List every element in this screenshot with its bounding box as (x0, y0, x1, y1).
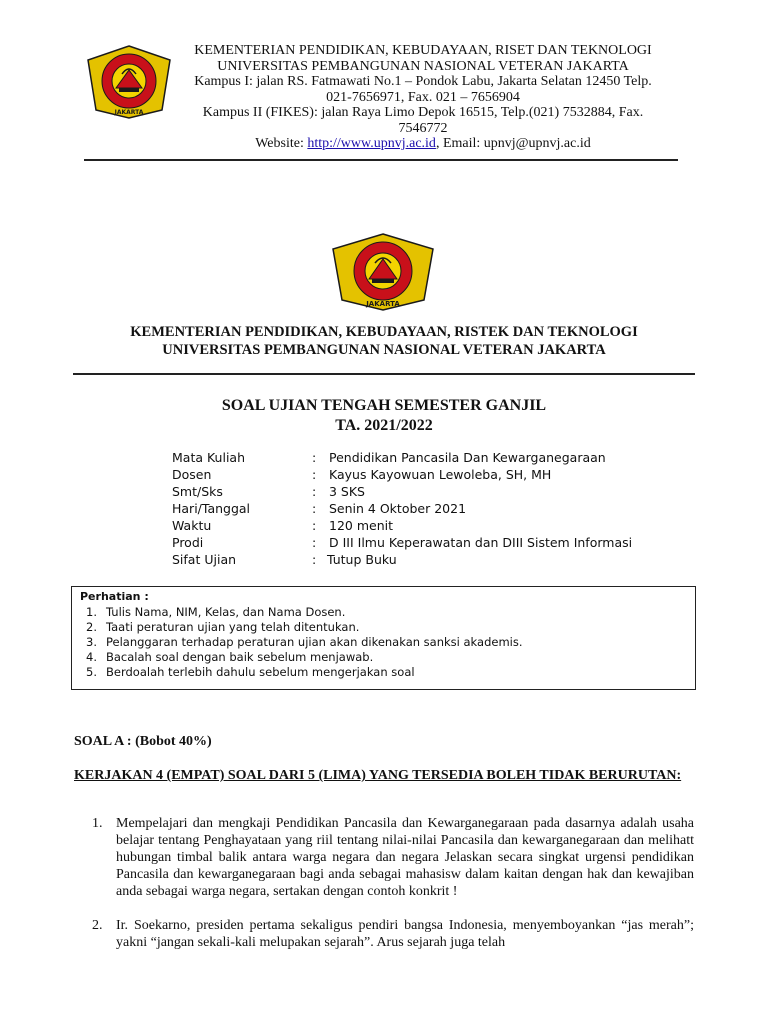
letterhead-campus1-phone: 021-7656971, Fax. 021 – 7656904 (326, 89, 520, 105)
website-link[interactable]: http://www.upnvj.ac.id (307, 136, 436, 151)
detail-value: D III Ilmu Keperawatan dan DIII Sistem Informasi (329, 535, 633, 550)
detail-row (172, 450, 768, 467)
section-a-instruction: KERJAKAN 4 (EMPAT) SOAL DARI 5 (LIMA) YANG TERSEDIA BOLEH TIDAK BERURUTAN: (74, 768, 682, 783)
notice-item-text: Bacalah soal dengan baik sebelum menjawab. (106, 650, 374, 664)
exam-year: TA. 2021/2022 (335, 417, 433, 434)
notice-item-number: 2. (86, 620, 97, 634)
svg-text:JAKARTA: JAKARTA (366, 300, 400, 308)
exam-details (172, 450, 692, 572)
website-label: Website: (255, 136, 308, 151)
notice-item (72, 635, 692, 650)
question-2 (92, 917, 694, 951)
svg-text:JAKARTA: JAKARTA (114, 109, 144, 116)
letterhead-campus2: Kampus II (FIKES): jalan Raya Limo Depok 16515, Telp.(021) 7532884, Fax. (202, 105, 644, 120)
notice-item-text: Berdoalah terlebih dahulu sebelum mengerjakan soal (106, 665, 415, 679)
detail-separator: : (312, 535, 317, 550)
notice-item-number: 5. (86, 665, 97, 679)
institution-header (60, 323, 708, 359)
notice-item (72, 620, 692, 635)
detail-label: Smt/Sks (172, 484, 223, 499)
notice-item-text: Pelanggaran terhadap peraturan ujian akan dikenakan sanksi akademis. (106, 635, 523, 649)
letterhead-campus2-fax: 7546772 (398, 120, 448, 136)
detail-value: Tutup Buku (327, 552, 397, 567)
detail-label: Dosen (172, 467, 212, 482)
detail-value: 120 menit (329, 518, 393, 533)
detail-label: Prodi (172, 535, 204, 550)
detail-separator: : (312, 484, 317, 499)
email-text: , Email: upnvj@upnvj.ac.id (435, 136, 591, 151)
letterhead-ministry: KEMENTERIAN PENDIDIKAN, KEBUDAYAAN, RISET DAN TEKNOLOGI (194, 43, 652, 58)
notice-item-number: 1. (86, 605, 97, 619)
detail-row (172, 467, 768, 484)
notice-box (71, 586, 696, 690)
letterhead (180, 43, 666, 152)
detail-row (172, 518, 768, 535)
detail-row (172, 552, 768, 569)
letterhead-contact (180, 136, 666, 152)
university-logo-large (331, 232, 435, 312)
detail-row (172, 535, 768, 552)
detail-label: Waktu (172, 518, 212, 533)
institution-divider (73, 373, 695, 375)
detail-separator: : (312, 450, 317, 465)
institution-university: UNIVERSITAS PEMBANGUNAN NASIONAL VETERAN JAKARTA (162, 342, 606, 358)
notice-item-text: Tulis Nama, NIM, Kelas, dan Nama Dosen. (106, 605, 346, 619)
notice-item-text: Taati peraturan ujian yang telah ditentukan. (106, 620, 360, 634)
question-1 (92, 815, 694, 900)
detail-separator: : (312, 501, 317, 516)
question-number: 2. (92, 918, 103, 933)
detail-value: Kayus Kayowuan Lewoleba, SH, MH (329, 467, 552, 482)
detail-value: Pendidikan Pancasila Dan Kewarganegaraan (329, 450, 606, 465)
question-number: 1. (92, 816, 103, 831)
question-text: Ir. Soekarno, presiden pertama sekaligus pendiri bangsa Indonesia, menyemboyankan “jas merah”; yakni “jangan sekali-kali melupakan sejarah”. Arus sejarah juga telah (116, 918, 694, 950)
notice-item-number: 3. (86, 635, 97, 649)
detail-row (172, 501, 768, 518)
institution-ministry: KEMENTERIAN PENDIDIKAN, KEBUDAYAAN, RISTEK DAN TEKNOLOGI (130, 324, 638, 340)
detail-label: Mata Kuliah (172, 450, 246, 465)
letterhead-university: UNIVERSITAS PEMBANGUNAN NASIONAL VETERAN JAKARTA (217, 58, 629, 74)
detail-separator: : (312, 552, 317, 567)
detail-separator: : (312, 518, 317, 533)
detail-row (172, 484, 768, 501)
section-a-title: SOAL A : (Bobot 40%) (74, 734, 212, 749)
notice-title: Perhatian : (80, 590, 149, 603)
notice-item (72, 650, 692, 665)
letterhead-divider (84, 159, 678, 161)
detail-separator: : (312, 467, 317, 482)
notice-item (72, 605, 692, 620)
detail-value: Senin 4 Oktober 2021 (329, 501, 467, 516)
notice-item-number: 4. (86, 650, 97, 664)
letterhead-campus1: Kampus I: jalan RS. Fatmawati No.1 – Pondok Labu, Jakarta Selatan 12450 Telp. (194, 74, 652, 89)
exam-title-block (120, 396, 648, 436)
detail-label: Hari/Tanggal (172, 501, 251, 516)
question-text: Mempelajari dan mengkaji Pendidikan Pancasila dan Kewarganegaraan pada dasarnya adalah usaha belajar tentang Penghayataan yang riil tentang nilai-nilai Pancasila dan kewarganegaraan dan melihatt hubungan timbal balik antara warga negara dan negara Jelaskan secara singkat urgensi pendidikan Pancasila dan kewarganegaraan bagi anda sebagai mahasisw dalam kaitan dengan hak dan kewajiban anda sebagai warga negara, sertakan dengan contoh konkrit ! (116, 816, 694, 899)
detail-value: 3 SKS (329, 484, 365, 499)
detail-label: Sifat Ujian (172, 552, 237, 567)
exam-title: SOAL UJIAN TENGAH SEMESTER GANJIL (221, 397, 547, 414)
notice-item (72, 665, 692, 680)
notice-list (72, 605, 692, 680)
university-logo-small (86, 44, 172, 120)
